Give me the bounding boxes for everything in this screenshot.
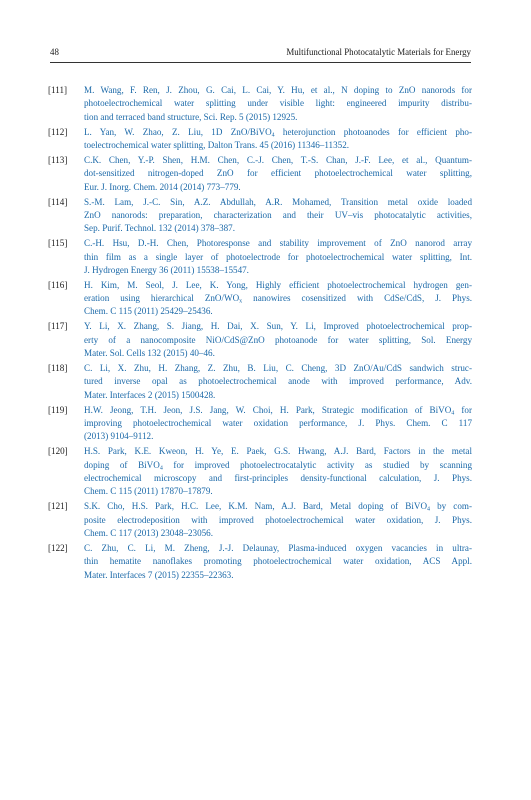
- reference-line: doping of BiVO$_4$ for improved photoelectrocatalytic activity as studied by scanning: [84, 459, 473, 472]
- reference-text[interactable]: [84, 320, 472, 360]
- reference-line: H.W. Jeong, T.H. Jeon, J.S. Jang, W. Choi, H. Park, Strategic modification of BiVO$_4$ for: [84, 404, 472, 417]
- reference-text[interactable]: [84, 84, 472, 124]
- reference-line: Chem. C 115 (2011) 25429–25436.: [84, 306, 213, 317]
- reference-line: S.-M. Lam, J.-C. Sin, A.Z. Abdullah, A.R. Mohamed, Transition metal oxide loaded: [84, 196, 472, 207]
- reference-item: [48, 84, 472, 124]
- reference-number: [120]: [48, 446, 68, 457]
- reference-text[interactable]: [84, 445, 472, 498]
- reference-text[interactable]: [84, 362, 472, 402]
- reference-line: S.K. Cho, H.S. Park, H.C. Lee, K.M. Nam, A.J. Bard, Metal doping of BiVO$_4$ by com-: [84, 501, 472, 513]
- reference-item: [48, 279, 472, 319]
- reference-item: [48, 404, 472, 444]
- reference-line: Mater. Interfaces 2 (2015) 1500428.: [84, 389, 216, 400]
- reference-line: M. Wang, F. Ren, J. Zhou, G. Cai, L. Cai, Y. Hu, et al., N doping to ZnO nanorods for: [84, 85, 472, 95]
- reference-item: [48, 500, 472, 540]
- reference-number: [114]: [48, 196, 68, 207]
- reference-item: [48, 542, 472, 582]
- reference-line: Mater. Interfaces 7 (2015) 22355–22363.: [84, 569, 234, 580]
- page-number: 48: [50, 47, 59, 57]
- reference-item: [48, 445, 472, 498]
- reference-line: toelectrochemical water splitting, Dalton Trans. 45 (2016) 11346–11352.: [84, 139, 350, 150]
- reference-text[interactable]: [84, 154, 472, 194]
- reference-text[interactable]: [84, 126, 472, 153]
- reference-line: Y. Li, X. Zhang, S. Jiang, H. Dai, X. Sun, Y. Li, Improved photoelectrochemical prop-: [84, 321, 472, 332]
- reference-line: improving photoelectrochemical water oxidation performance, J. Phys. Chem. C 117: [84, 418, 472, 428]
- reference-line: thin film as a single layer of photoelectrode for photoelectrochemical water splitting, Int.: [84, 251, 472, 262]
- reference-text[interactable]: [84, 404, 472, 444]
- reference-line: posite electrodeposition with improved photoelectrochemical water oxidation, J. Phys.: [84, 514, 472, 525]
- reference-line: J. Hydrogen Energy 36 (2011) 15538–15547.: [84, 264, 249, 275]
- reference-number: [111]: [48, 85, 68, 95]
- reference-line: H.S. Park, K.E. Kweon, H. Ye, E. Paek, G.S. Hwang, A.J. Bard, Factors in the metal: [84, 446, 472, 457]
- reference-item: [48, 154, 472, 194]
- reference-line: L. Yan, W. Zhao, Z. Liu, 1D ZnO/BiVO$_4$ heterojunction photoanodes for efficient pho-: [84, 126, 472, 139]
- reference-line: C. Li, X. Zhu, H. Zhang, Z. Zhu, B. Liu, C. Cheng, 3D ZnO/Au/CdS sandwich struc-: [84, 363, 472, 374]
- reference-text[interactable]: [84, 279, 472, 319]
- reference-line: dot-sensitized nitrogen-doped ZnO for efficient photoelectrochemical water splitting,: [84, 168, 472, 179]
- reference-text[interactable]: [84, 500, 472, 540]
- reference-line: Sep. Purif. Technol. 132 (2014) 378–387.: [84, 223, 235, 234]
- reference-line: Chem. C 115 (2011) 17870–17879.: [84, 486, 213, 497]
- reference-text[interactable]: [84, 196, 472, 236]
- reference-number: [119]: [48, 404, 68, 415]
- reference-list: [48, 84, 472, 584]
- reference-number: [112]: [48, 126, 68, 137]
- reference-line: Mater. Sol. Cells 132 (2015) 40–46.: [84, 348, 215, 359]
- reference-line: Chem. C 117 (2013) 23048–23056.: [84, 527, 213, 538]
- reference-text[interactable]: [84, 237, 472, 277]
- reference-item: [48, 237, 472, 277]
- reference-line: C.K. Chen, Y.-P. Shen, H.M. Chen, C.-J. Chen, T.-S. Chan, J.-F. Lee, et al., Quantum-: [84, 154, 472, 165]
- reference-line: ZnO nanorods: preparation, characterization and their UV–vis photocatalytic activities,: [84, 209, 472, 220]
- header-rule: [50, 62, 471, 63]
- reference-line: Eur. J. Inorg. Chem. 2014 (2014) 773–779.: [84, 181, 241, 192]
- reference-line: (2013) 9104–9112.: [84, 431, 154, 442]
- reference-number: [117]: [48, 321, 68, 332]
- reference-line: photoelectrochemical water splitting under visible light: engineered impurity distribu-: [84, 98, 472, 109]
- reference-item: [48, 126, 472, 153]
- reference-line: C.-H. Hsu, D.-H. Chen, Photoresponse and stability improvement of ZnO nanorod array: [84, 238, 472, 249]
- reference-line: tion and terraced band structure, Sci. Rep. 5 (2015) 12925.: [84, 111, 298, 122]
- reference-number: [116]: [48, 279, 68, 290]
- reference-line: electrochemical microscopy and first-principles density-functional calculation, J. Phys.: [84, 472, 472, 483]
- reference-item: [48, 196, 472, 236]
- reference-line: eration using hierarchical ZnO/$WO_x$ nanowires cosensitized with CdSe/CdS, J. Phys.: [84, 293, 473, 305]
- reference-line: C. Zhu, C. Li, M. Zheng, J.-J. Delaunay, Plasma-induced oxygen vacancies in ultra-: [84, 542, 472, 553]
- reference-line: H. Kim, M. Seol, J. Lee, K. Yong, Highly efficient photoelectrochemical hydrogen gen-: [84, 279, 472, 290]
- reference-line: erty of a nanocomposite NiO/CdS@ZnO photoanode for water splitting, Sol. Energy: [84, 334, 472, 345]
- reference-item: [48, 362, 472, 402]
- running-title: Multifunctional Photocatalytic Materials for Energy: [286, 47, 471, 57]
- reference-text[interactable]: [84, 542, 472, 582]
- reference-number: [118]: [48, 363, 68, 374]
- reference-item: [48, 320, 472, 360]
- reference-number: [115]: [48, 238, 68, 249]
- reference-line: thin hematite nanoflakes promoting photoelectrochemical water oxidation, ACS Appl.: [84, 556, 472, 567]
- reference-number: [113]: [48, 154, 68, 165]
- reference-line: tured inverse opal as photoelectrochemical anode with improved performance, Adv.: [84, 376, 472, 387]
- reference-number: [121]: [48, 501, 68, 512]
- reference-number: [122]: [48, 542, 68, 553]
- page-header: [50, 47, 471, 61]
